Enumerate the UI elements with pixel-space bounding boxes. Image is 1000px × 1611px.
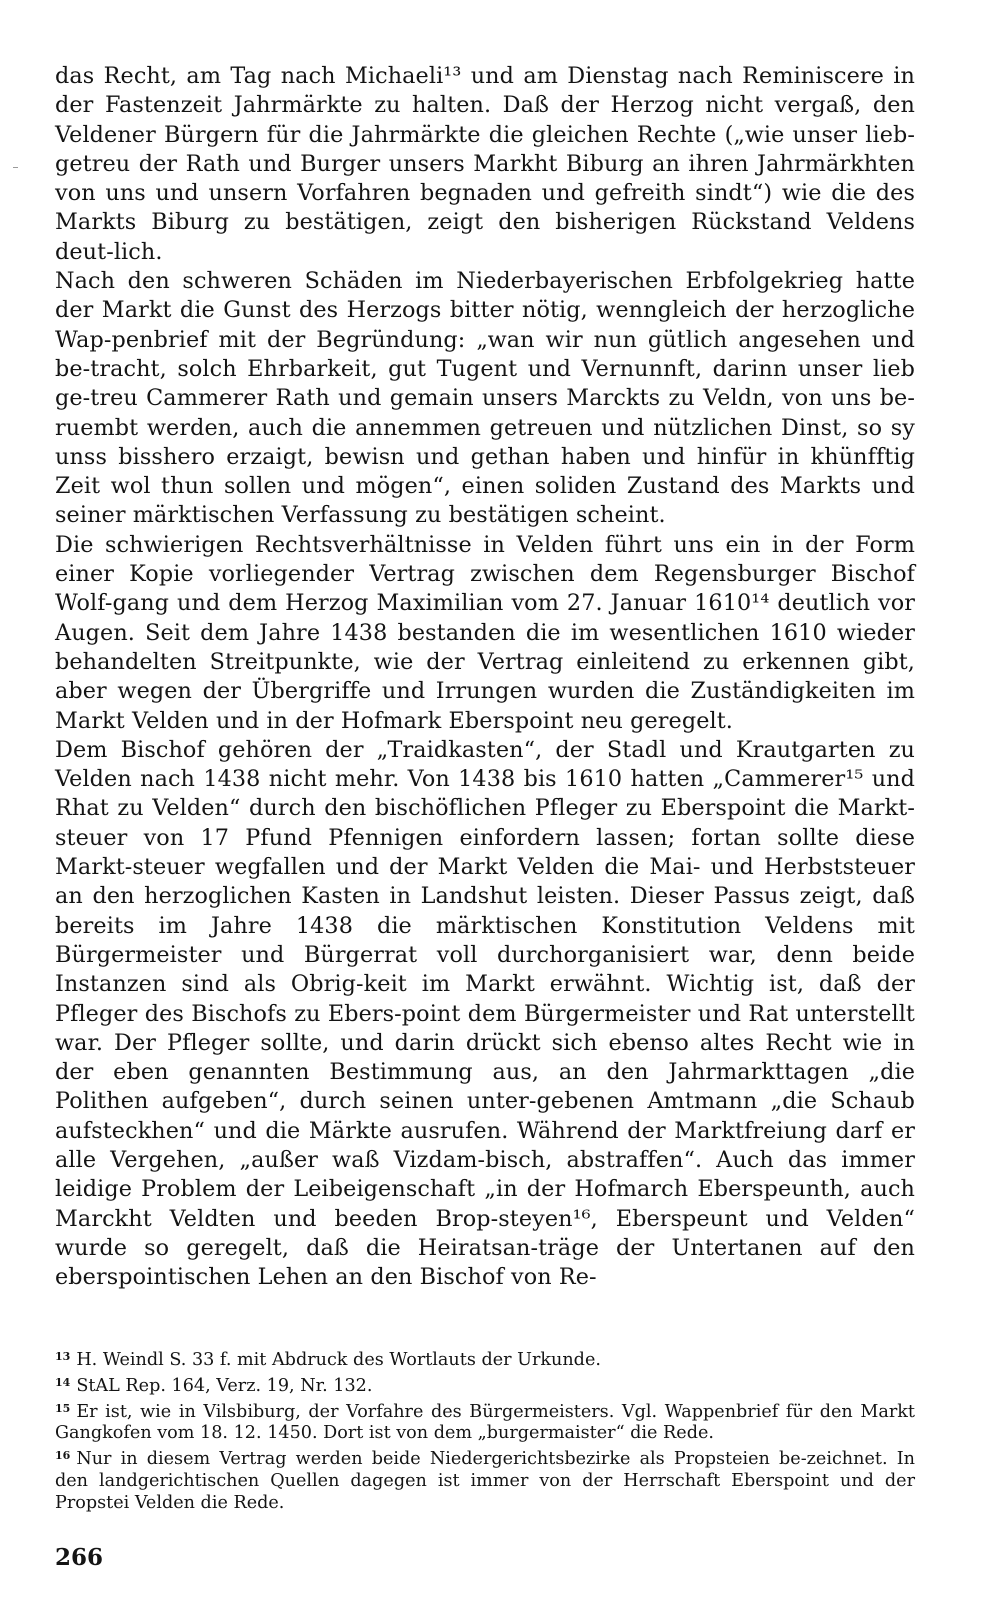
footnote-14 [55, 1372, 915, 1398]
margin-mark [13, 167, 18, 168]
footnote-text: StAL Rep. 164, Verz. 19, Nr. 132. [76, 1375, 373, 1396]
footnote-marker: 14 [55, 1375, 71, 1389]
footnote-marker: 15 [55, 1401, 71, 1415]
paragraph-4: Dem Bischof gehören der „Traidkasten“, der Stadl und Krautgarten zu Velden nach 1438 nicht mehr. Von 1438 bis 1610 hatten „Cammerer¹⁵ und Rhat zu Velden“ durch den bischöflichen Pfleger zu Eberspoint die Markt-steuer von 17 Pfund Pfennigen einfordern lassen; fortan sollte diese Markt-steuer wegfallen und der Markt Velden die Mai- und Herbststeuer an den herzoglichen Kasten in Landshut leisten. Dieser Passus zeigt, daß bereits im Jahre 1438 die märktischen Konstitution Veldens mit Bürgermeister und Bürgerrat voll durchorganisiert war, denn beide Instanzen sind als Obrig-keit im Markt erwähnt. Wichtig ist, daß der Pfleger des Bischofs zu Ebers-point dem Bürgermeister und Rat unterstellt war. Der Pfleger sollte, und darin drückt sich ebenso altes Recht wie in der eben genannten Bestimmung aus, an den Jahrmarkttagen „die Polithen aufgeben“, durch seinen unter-gebenen Amtmann „die Schaub aufsteckhen“ und die Märkte ausrufen. Während der Marktfreiung darf er alle Vergehen, „außer waß Vizdam-bisch, abstraffen“. Auch das immer leidige Problem der Leibeigenschaft „in der Hofmarch Eberspeunth, auch Marckht Veldten und beeden Brop-steyen¹⁶, Eberspeunt und Velden“ wurde so geregelt, daß die Heiratsan-träge der Untertanen auf den eberspointischen Lehen an den Bischof von Re- [55, 736, 915, 1291]
footnote-text: Er ist, wie in Vilsbiburg, der Vorfahre des Bürgermeisters. Vgl. Wappenbrief für den Markt Gangkofen vom 18. 12. 1450. Dort ist von dem „burgermaister“ die Rede. [55, 1401, 915, 1444]
paragraph-1: das Recht, am Tag nach Michaeli¹³ und am Dienstag nach Reminiscere in der Fastenzeit Jahrmärkte zu halten. Daß der Herzog nicht vergaß, den Veldener Bürgern für die Jahrmärkte die gleichen Rechte („wie unser lieb-getreu der Rath und Burger unsers Markht Biburg an ihren Jahrmärkhten von uns und unsern Vorfahren begnaden und gefreith sindt“) wie die des Markts Biburg zu bestätigen, zeigt den bisherigen Rückstand Veldens deut-lich. [55, 63, 915, 265]
main-text [55, 62, 915, 1292]
paragraph-3: Die schwierigen Rechtsverhältnisse in Velden führt uns ein in der Form einer Kopie vorliegender Vertrag zwischen dem Regensburger Bischof Wolf-gang und dem Herzog Maximilian vom 27. Januar 1610¹⁴ deutlich vor Augen. Seit dem Jahre 1438 bestanden die im wesentlichen 1610 wieder behandelten Streitpunkte, wie der Vertrag einleitend zu erkennen gibt, aber wegen der Übergriffe und Irrungen wurden die Zuständigkeiten im Markt Velden und in der Hofmark Eberspoint neu geregelt. [55, 531, 915, 734]
footnote-marker: 16 [55, 1449, 71, 1463]
footnote-text: H. Weindl S. 33 f. mit Abdruck des Wortlauts der Urkunde. [76, 1350, 601, 1370]
footnotes [55, 1346, 915, 1515]
footnote-text: Nur in diesem Vertrag werden beide Niedergerichtsbezirke als Propsteien be-zeichnet. In den landgerichtischen Quellen dagegen ist immer von der Herrschaft Eberspoint und der Propstei Velden die Rede. [55, 1449, 915, 1513]
footnote-13 [55, 1346, 915, 1372]
footnote-15 [55, 1398, 915, 1446]
footnote-16 [55, 1445, 915, 1514]
footnote-marker: 13 [55, 1350, 71, 1363]
paragraph-2: Nach den schweren Schäden im Niederbayerischen Erbfolgekrieg hatte der Markt die Gunst des Herzogs bitter nötig, wenngleich der herzogliche Wap-penbrief mit der Begründung: „wan wir nun gütlich angesehen und be-tracht, solch Ehrbarkeit, gut Tugent und Vernunnft, darinn unser lieb ge-treu Cammerer Rath und gemain unsers Marckts zu Veldn, von uns be-ruembt werden, auch die annemmen getreuen und nützlichen Dinst, so sy unss bisshero erzaigt, bewisn und gethan haben und hinfür in khünfftig Zeit wol thun sollen und mögen“, einen soliden Zustand des Markts und seiner märktischen Verfassung zu bestätigen scheint. [55, 268, 915, 529]
page-number: 266 [55, 1544, 104, 1571]
